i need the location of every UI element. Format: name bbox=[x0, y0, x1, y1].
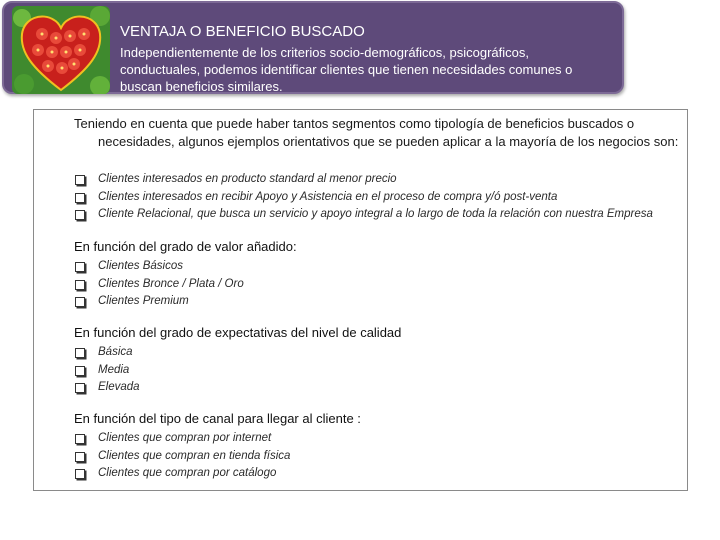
strawberry-heart-image bbox=[12, 6, 110, 94]
checkbox-bullet-icon bbox=[75, 297, 85, 307]
checkbox-bullet-icon bbox=[75, 193, 85, 203]
list-item: Media bbox=[74, 362, 140, 380]
list-item: Elevada bbox=[74, 379, 140, 397]
calidad-list bbox=[74, 344, 140, 397]
canal-list bbox=[74, 430, 290, 483]
section-title-calidad: En función del grado de expectativas del nivel de calidad bbox=[74, 325, 402, 340]
header-title: VENTAJA O BENEFICIO BUSCADO bbox=[120, 23, 365, 40]
list-item: Clientes que compran por internet bbox=[74, 430, 290, 448]
header-banner bbox=[2, 1, 624, 94]
section-title-canal: En función del tipo de canal para llegar al cliente : bbox=[74, 411, 361, 426]
valor-list bbox=[74, 258, 244, 311]
list-item: Clientes que compran por catálogo bbox=[74, 465, 290, 483]
list-item: Clientes interesados en recibir Apoyo y Asistencia en el proceso de compra y/ó post-venta bbox=[74, 189, 653, 207]
list-item: Básica bbox=[74, 344, 140, 362]
checkbox-bullet-icon bbox=[75, 434, 85, 444]
list-item: Clientes que compran en tienda física bbox=[74, 448, 290, 466]
checkbox-bullet-icon bbox=[75, 469, 85, 479]
list-item: Clientes Premium bbox=[74, 293, 244, 311]
checkbox-bullet-icon bbox=[75, 262, 85, 272]
checkbox-bullet-icon bbox=[75, 452, 85, 462]
list-item: Clientes Básicos bbox=[74, 258, 244, 276]
checkbox-bullet-icon bbox=[75, 280, 85, 290]
benefit-list bbox=[74, 171, 653, 224]
checkbox-bullet-icon bbox=[75, 210, 85, 220]
checkbox-bullet-icon bbox=[75, 383, 85, 393]
list-item: Clientes interesados en producto standard al menor precio bbox=[74, 171, 653, 189]
section-title-valor: En función del grado de valor añadido: bbox=[74, 239, 297, 254]
checkbox-bullet-icon bbox=[75, 348, 85, 358]
list-item: Cliente Relacional, que busca un servicio y apoyo integral a lo largo de toda la relación con nuestra Empresa bbox=[74, 206, 653, 224]
list-item: Clientes Bronce / Plata / Oro bbox=[74, 276, 244, 294]
header-description: Independientemente de los criterios socio-demográficos, psicográficos, conductuales, podemos identificar clientes que tienen necesidades comunes o buscan beneficios similares. bbox=[120, 45, 573, 94]
checkbox-bullet-icon bbox=[75, 175, 85, 185]
checkbox-bullet-icon bbox=[75, 366, 85, 376]
intro-text: Teniendo en cuenta que puede haber tantos segmentos como tipología de beneficios buscados o necesidades, algunos ejemplos orientativos que se pueden aplicar a la mayoría de los negocios son: bbox=[74, 116, 679, 149]
